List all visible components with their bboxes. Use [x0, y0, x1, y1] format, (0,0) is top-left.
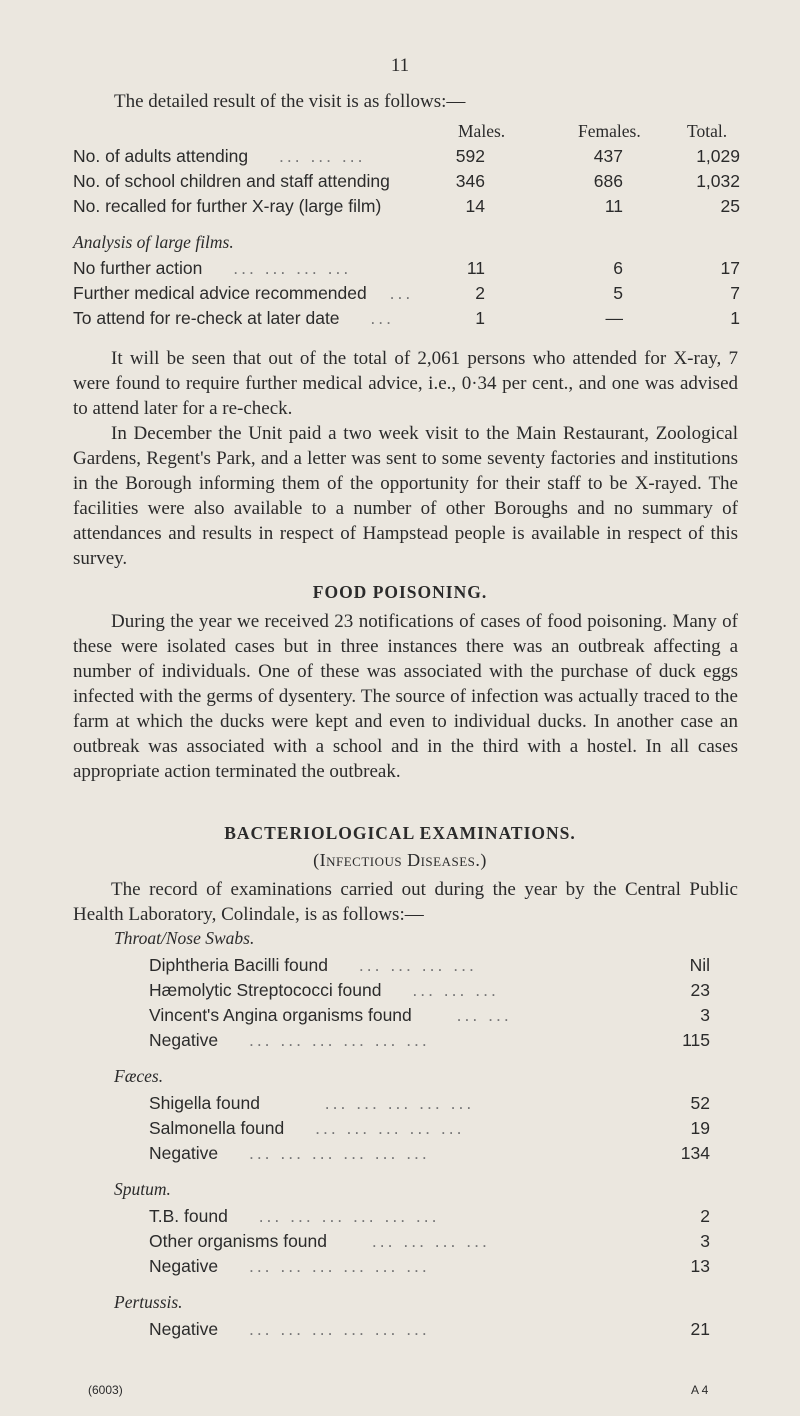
cell-males: 11: [466, 258, 485, 278]
cell-males: 346: [455, 171, 485, 191]
item-label: Negative ... ... ... ... ... ...: [149, 1319, 430, 1339]
section-heading: FOOD POISONING.: [312, 582, 488, 602]
cell-males: 1: [475, 308, 485, 328]
cell-total: 1,032: [696, 171, 740, 191]
section-title: Sputum.: [114, 1179, 171, 1199]
list-item: [0, 1143, 800, 1169]
item-label: Other organisms found ... ... ... ...: [149, 1231, 490, 1251]
header-total: Total.: [687, 121, 728, 141]
cell-total: 17: [720, 258, 740, 278]
cell-total: 7: [730, 283, 740, 303]
item-label: Vincent's Angina organisms found ... ...: [149, 1005, 512, 1025]
item-label: Salmonella found ... ... ... ... ...: [149, 1118, 465, 1138]
cell-males: 14: [465, 196, 485, 216]
cell-females: 6: [613, 258, 623, 278]
analysis-heading: Analysis of large films.: [73, 232, 234, 252]
item-label: Diphtheria Bacilli found ... ... ... ...: [149, 955, 477, 975]
item-value: 23: [690, 980, 710, 1000]
list-item: [0, 1005, 800, 1031]
list-item: [0, 1319, 800, 1345]
item-label: Negative ... ... ... ... ... ...: [149, 1143, 430, 1163]
item-value: 3: [700, 1005, 710, 1025]
section-title: Pertussis.: [114, 1292, 183, 1312]
row-label: No. recalled for further X-ray (large film): [73, 196, 382, 216]
list-item: [0, 1030, 800, 1056]
row-label: No. of school children and staff attending: [73, 171, 390, 191]
paragraph: During the year we received 23 notifications of cases of food poisoning. Many of these were isolated cases but in three instances there was an outbreak affecting a number of individuals. One of these was associated with the purchase of duck eggs infected with the germs of dysentery. The source of infection was actually traced to the farm at which the ducks were kept and even to individual ducks. In another case an outbreak was associated with a school and in the third with a hostel. In all cases appropriate action terminated the outbreak.: [73, 611, 738, 782]
cell-females: 437: [593, 146, 623, 166]
item-label: Hæmolytic Streptococci found ... ... ...: [149, 980, 499, 1000]
item-value: 13: [690, 1256, 710, 1276]
item-value: 2: [700, 1206, 710, 1226]
item-value: 115: [682, 1030, 710, 1050]
table-row: [0, 196, 800, 222]
list-item: [0, 1093, 800, 1119]
list-item: [0, 1231, 800, 1257]
header-males: Males.: [458, 121, 506, 141]
intro-text: The detailed result of the visit is as follows:—: [114, 91, 466, 112]
paragraph: In December the Unit paid a two week visit to the Main Restaurant, Zoological Gardens, Regent's Park, and a letter was sent to some seventy factories and institutions in the Borough informing them of the opportunity for their staff to be X-rayed. The facilities were also available to a number of other Boroughs and no summary of attendances and results in respect of Hampstead people is available in respect of this survey.: [73, 423, 738, 569]
cell-males: 592: [455, 146, 485, 166]
table-row: [0, 171, 800, 197]
item-value: 19: [690, 1118, 710, 1138]
section-subheading: (Infectious Diseases.): [313, 850, 487, 870]
section-title: Fæces.: [114, 1066, 164, 1086]
item-value: 134: [680, 1143, 710, 1163]
row-label: To attend for re-check at later date ...: [73, 308, 395, 328]
item-value: 21: [690, 1319, 710, 1339]
list-item: [0, 955, 800, 981]
header-females: Females.: [578, 121, 641, 141]
row-label: No further action ... ... ... ...: [73, 258, 352, 278]
item-value: 3: [700, 1231, 710, 1251]
list-item: [0, 1206, 800, 1232]
paragraph: It will be seen that out of the total of 2,061 persons who attended for X-ray, 7 were found to require further medical advice, i.e., 0·34 per cent., and one was advised to attend later for a re-check.: [73, 348, 738, 419]
print-code: (6003): [88, 1383, 123, 1397]
page-number: 11: [390, 55, 410, 76]
cell-total: 1,029: [696, 146, 740, 166]
item-value: 52: [690, 1093, 710, 1113]
item-value: Nil: [689, 955, 710, 975]
list-item: [0, 1256, 800, 1282]
table-row: [0, 283, 800, 309]
cell-females: 11: [604, 196, 623, 216]
cell-total: 25: [720, 196, 740, 216]
row-label: No. of adults attending ... ... ...: [73, 146, 366, 166]
item-label: Shigella found ... ... ... ... ...: [149, 1093, 475, 1113]
list-item: [0, 980, 800, 1006]
signature-mark: A 4: [691, 1383, 709, 1397]
cell-total: 1: [730, 308, 740, 328]
table-row: [0, 258, 800, 284]
cell-males: 2: [475, 283, 485, 303]
item-label: Negative ... ... ... ... ... ...: [149, 1256, 430, 1276]
section-heading: BACTERIOLOGICAL EXAMINATIONS.: [224, 823, 576, 843]
cell-females: —: [605, 308, 623, 328]
item-label: T.B. found ... ... ... ... ... ...: [149, 1206, 440, 1226]
item-label: Negative ... ... ... ... ... ...: [149, 1030, 430, 1050]
section-title: Throat/Nose Swabs.: [114, 928, 255, 948]
cell-females: 686: [593, 171, 623, 191]
list-item: [0, 1118, 800, 1144]
row-label: Further medical advice recommended ...: [73, 283, 414, 303]
paragraph: The record of examinations carried out during the year by the Central Public Health Laboratory, Colindale, is as follows:—: [73, 879, 738, 925]
table-row: [0, 308, 800, 334]
cell-females: 5: [613, 283, 623, 303]
table-row: [0, 146, 800, 172]
